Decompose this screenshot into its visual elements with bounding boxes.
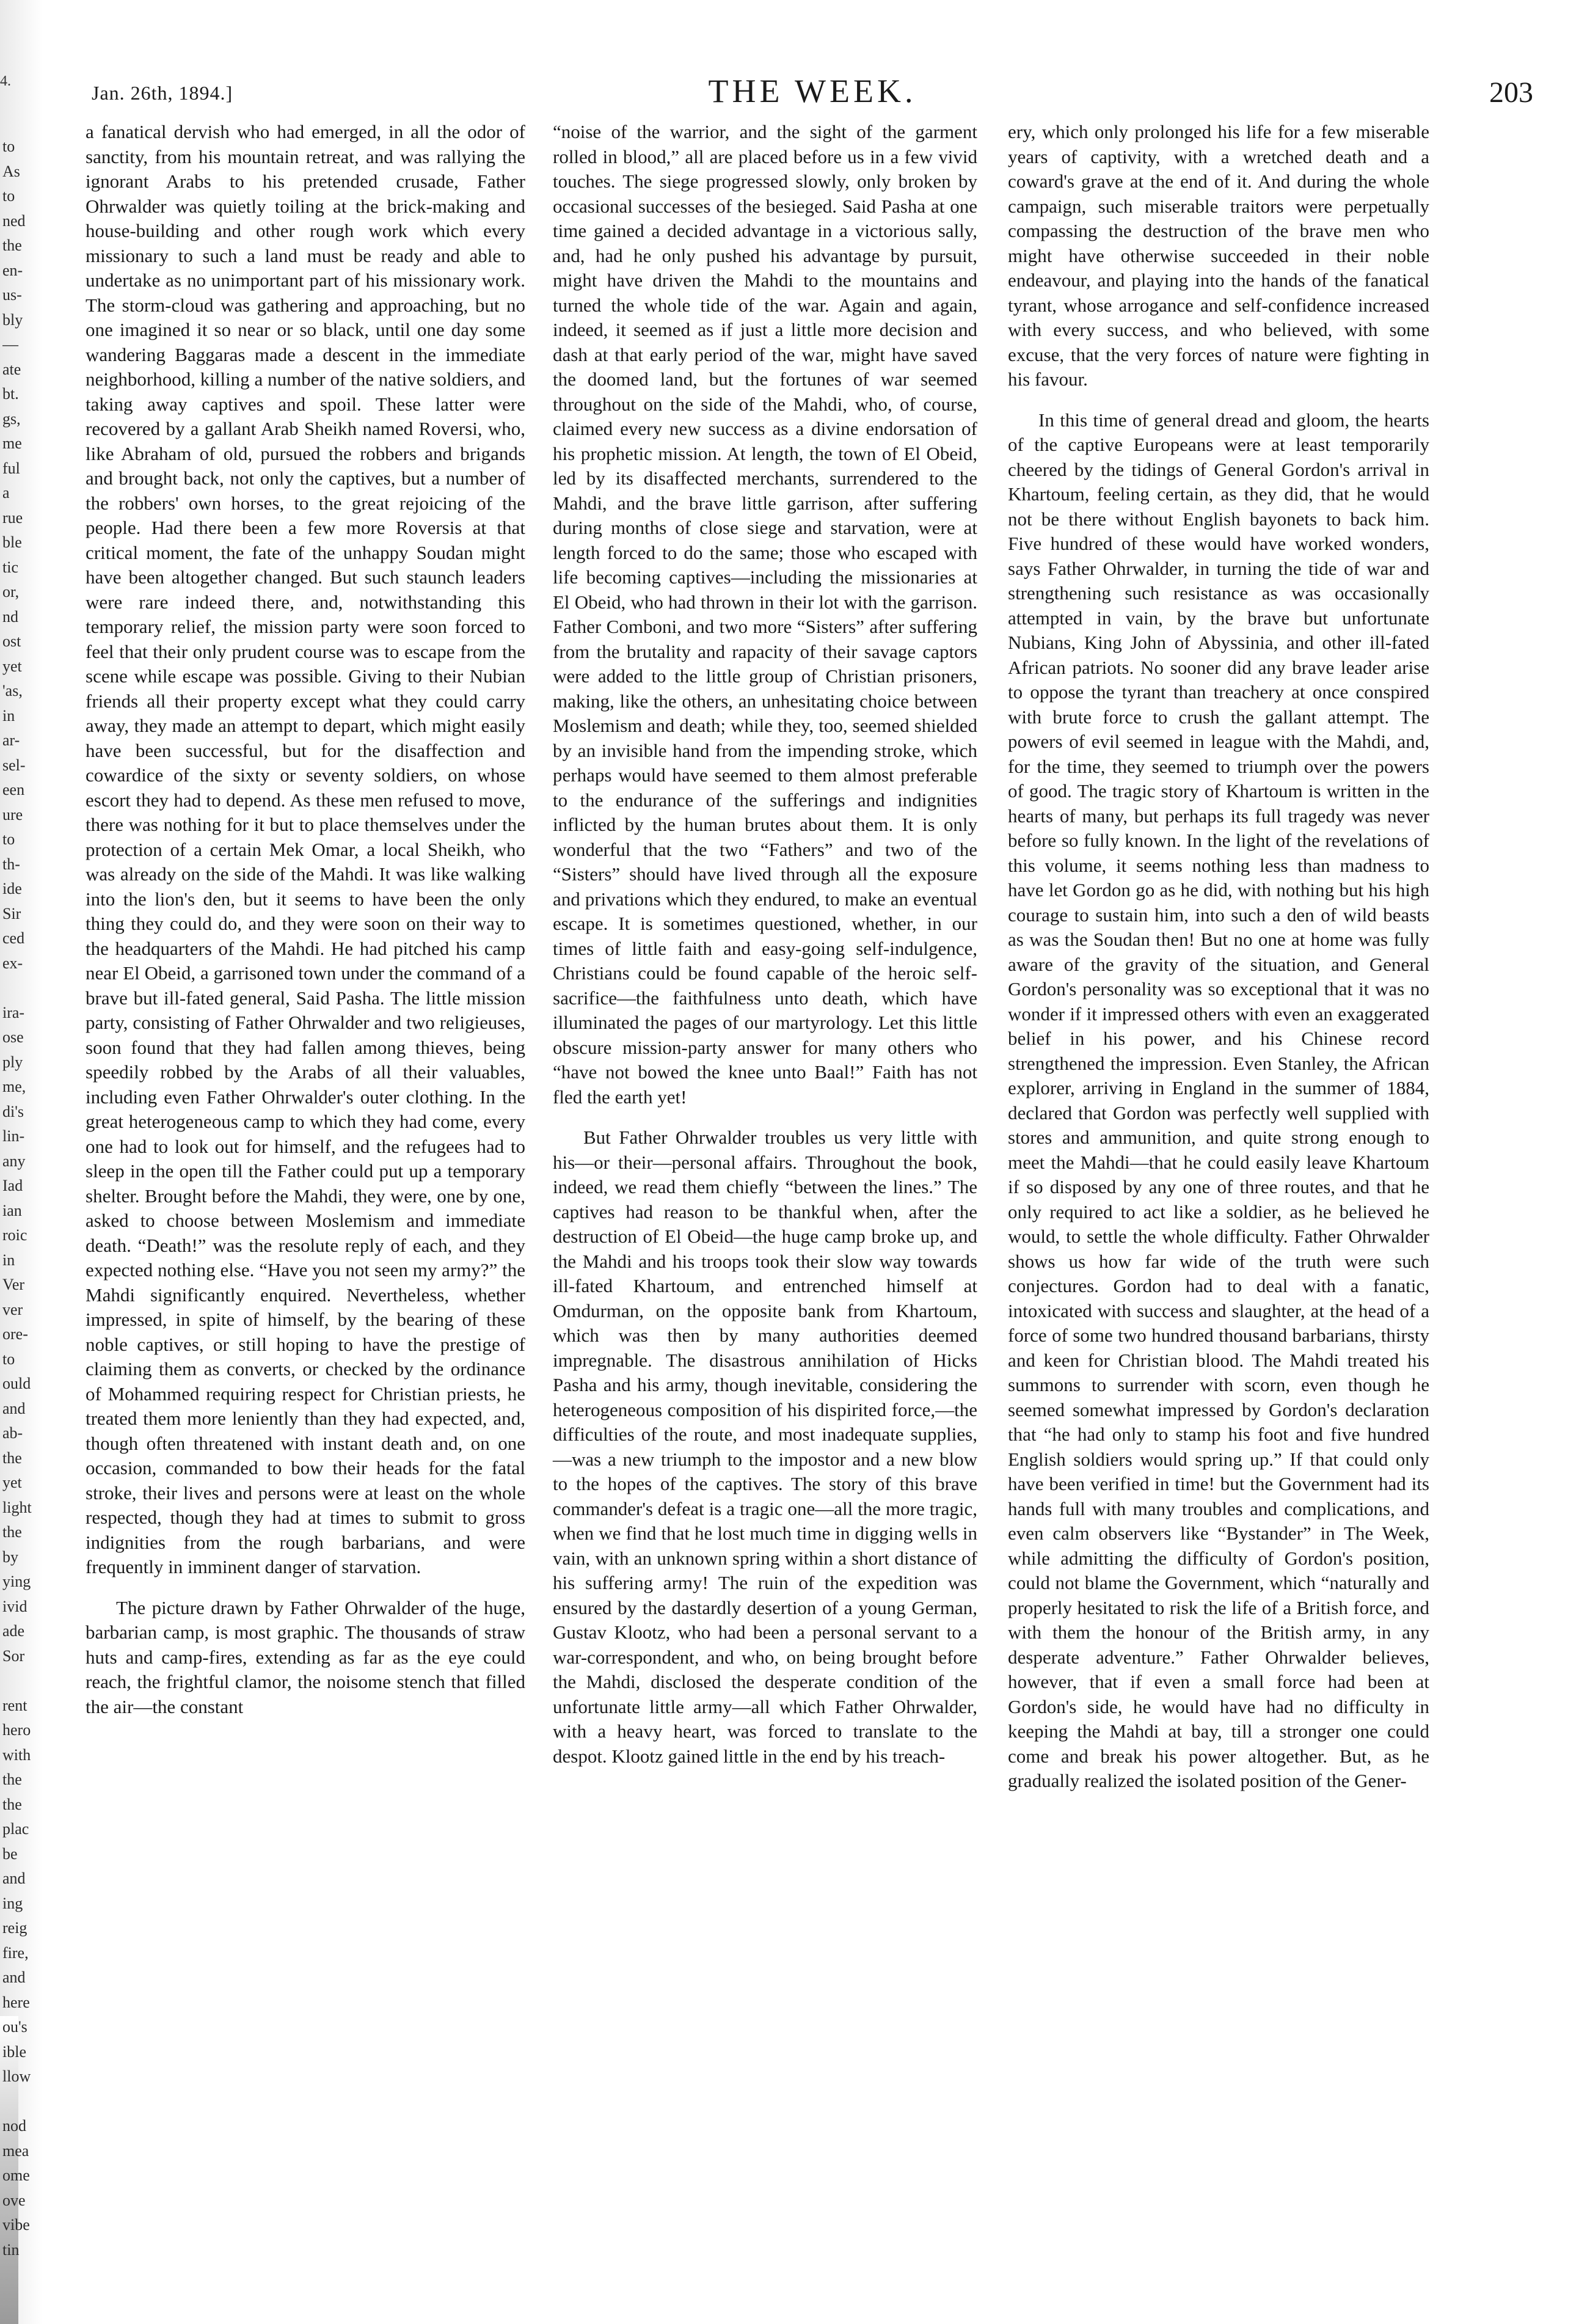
paragraph: But Father Ohrwalder troubles us very little with his—or their—personal affairs. Throughout the book, indeed, we read them chiefly “between the lines.” The captives had reason to be thankful when, after the destruction of El Obeid—the huge camp broke up, and the Mahdi and his troops took their slow way towards ill-fated Khartoum, and entrenched himself at Omdurman, on the opposite bank from Khartoum, which was then by many authorities deemed impregnable. The disastrous annihilation of Hicks Pasha and his army, though inevitable, considering the heterogeneous composition of his dispirited force,—the difficulties of the route, and most inadequate supplies,—was a new triumph to the impostor and a new blow to the hopes of the captives. The story of this brave commander's defeat is a tragic one—all the more tragic, when we find that he lost much time in digging wells in vain, with an unknown spring within a short distance of his suffering army! The ruin of the expedition was ensured by the dastardly desertion of a young German, Gustav Klootz, who had been a personal servant to a war-correspondent, and who, on being brought before the Mahdi, disclosed the desperate condition of the unfortunate little army—all which Father Ohrwalder, with a heavy heart, was forced to translate to the despot. Klootz gained little in the end by his treach- — [553, 1127, 977, 1767]
margin-fragment: the — [2, 1523, 22, 1541]
margin-fragment: ould — [2, 1375, 31, 1392]
margin-fragment: ply — [2, 1053, 23, 1071]
margin-fragment: ar- — [2, 731, 20, 749]
margin-fragment: ned — [2, 211, 26, 230]
margin-fragment: reig — [2, 1919, 27, 1937]
margin-fragment — [2, 1668, 42, 1694]
margin-fragment: to — [2, 830, 15, 848]
margin-fragment: rue — [2, 508, 23, 527]
margin-fragment: yet — [2, 657, 22, 675]
margin-fragment: sel- — [2, 756, 26, 774]
margin-fragment: ivid — [2, 1597, 27, 1615]
running-header — [92, 72, 1533, 109]
margin-fragment: in — [2, 1251, 15, 1269]
margin-fragment: een — [2, 781, 25, 798]
margin-fragment: Iad — [2, 1177, 23, 1194]
margin-fragment: here — [2, 1993, 30, 2011]
margin-fragment: di's — [2, 1102, 24, 1120]
margin-fragment: ira- — [2, 1003, 25, 1021]
paragraph: a fanatical dervish who had emerged, in all the odor of sanctity, from his mountain retreat, and was rallying the ignorant Arabs to his pretended crusade, Father Ohrwalder was quietly toiling at the brick-making and house-building and other rough work which every missionary to such a land must be ready and able to undertake as no unimportant part of his missionary work. The storm-cloud was gathering and approaching, but no one imagined it so near or so black, until one day some wandering Baggaras made a descent in the immediate neighborhood, killing a number of the native soldiers, and taking away captives and spoil. These latter were recovered by a gallant Arab Sheikh named Roversi, who, like Abraham of old, pursued the robbers and brigands and brought back, not only the captives, but a number of the robbers' own horses, to the great rejoicing of the people. Had there been a few more Roversis at that critical moment, the fate of the unhappy Soudan might have been altogether changed. But such staunch leaders were rare indeed there, and, notwithstanding this temporary relief, the mission party were soon forced to feel that their only prudent course was to escape from the scene while escape was possible. Giving to their Nubian friends all their property except what they could carry away, they made an attempt to depart, which might easily have been successful, but for the disaffection and cowardice of the sixty or seventy soldiers, on whose escort they had to depend. As these men refused to move, there was nothing for it but to place themselves under the protection of a certain Mek Omar, a local Sheikh, who was already on the side of the Mahdi. It was like walking into the lion's den, but it seems to have been the only thing they could do, and they were soon on their way to the headquarters of the Mahdi. He had pitched his camp near El Obeid, a garrisoned town under the command of a brave but ill-fated general, Said Pasha. The little mission party, consisting of Father Ohrwalder and two religieuses, soon found that they had fallen among thieves, being speedily robbed by the Arabs of all their valuables, including even Father Ohrwalder's outer clothing. In the great heterogeneous camp to which they had come, every one had to look out for himself, and the refugees had to sleep in the open till the Father could put up a temporary shelter. Brought before the Mahdi, they were, one by one, asked to choose between Moslemism and immediate death. “Death!” was the resolute reply of each, and they expected nothing else. “Have you not seen my army?” the Mahdi significantly enquired. Nevertheless, whether impressed, in spite of himself, by the bearing of these noble captives, or still hoping to have the prestige of claiming them as converts, or checked by the ordinance of Mohammed requiring respect for Christian priests, he treated them more leniently than they had expected, and, though often threatened with instant death and, on one occasion, commanded to bow their heads for the fatal stroke, their lives and persons were at least on the whole respected, though they had at times to submit to gross indignities from the rough barbarians, and were frequently in imminent danger of starvation. — [86, 121, 525, 1577]
margin-fragment: Sor — [2, 1646, 25, 1665]
margin-fragment: and — [2, 1399, 26, 1417]
margin-fragment: and — [2, 1869, 26, 1887]
margin-fragment: ure — [2, 805, 23, 824]
margin-fragment: ate — [2, 360, 21, 378]
margin-fragment: tic — [2, 558, 18, 576]
margin-fragment: th- — [2, 855, 20, 873]
margin-fragment: lin- — [2, 1127, 25, 1145]
margin-fragment: yet — [2, 1474, 22, 1491]
margin-fragment: or, — [2, 583, 20, 601]
text-column-2 — [553, 120, 977, 1785]
margin-fragment: nod — [2, 2117, 26, 2135]
text-column-3 — [1008, 120, 1429, 1810]
margin-fragment: As — [2, 162, 20, 180]
margin-fragment: us- — [2, 286, 22, 304]
text-column-1 — [86, 120, 525, 1735]
previous-page-text-fragments — [2, 134, 42, 2262]
margin-fragment: bt. — [2, 385, 19, 403]
margin-fragment: fire, — [2, 1943, 29, 1962]
margin-fragment: mea — [2, 2141, 29, 2160]
margin-fragment: any — [2, 1152, 26, 1170]
publication-title: THE WEEK. — [708, 73, 917, 109]
margin-fragment: ade — [2, 1622, 25, 1640]
margin-fragment: — — [2, 335, 18, 353]
margin-fragment: the — [2, 1770, 22, 1788]
paragraph: ery, which only prolonged his life for a few miserable years of captivity, with a wretched death and a coward's grave at the end of it. And during the whole campaign, such miserable traitors were perpetually compassing the destruction of the brave men who might have otherwise succeeded in their noble endeavour, and playing into the hands of the fanatical tyrant, whose arrogance and self-confidence increased with every success, and who believed, with some excuse, that the very forces of nature were fighting in his favour. — [1008, 121, 1429, 390]
margin-fragment: the — [2, 1795, 22, 1813]
margin-fragment: tin — [2, 2240, 20, 2259]
margin-fragment: the — [2, 236, 22, 254]
margin-fragment: in — [2, 706, 15, 725]
margin-fragment: ost — [2, 632, 21, 650]
margin-fragment: roic — [2, 1226, 27, 1244]
margin-fragment: ide — [2, 880, 22, 897]
margin-fragment: ble — [2, 533, 22, 551]
margin-fragment: ian — [2, 1201, 22, 1219]
margin-fragment — [2, 976, 42, 1001]
margin-fragment: rent — [2, 1696, 27, 1714]
margin-fragment: a — [2, 484, 10, 502]
margin-fragment: to — [2, 137, 15, 155]
margin-fragment: ced — [2, 929, 25, 947]
margin-fragment: ible — [2, 2042, 26, 2061]
page-number: 203 — [1489, 76, 1533, 109]
margin-fragment: be — [2, 1844, 18, 1863]
paragraph: The picture drawn by Father Ohrwalder of the huge, barbarian camp, is most graphic. The thousands of straw huts and camp-fires, extending as far as the eye could reach, the frightful clamor, the noisome stench that filled the air—the constant — [86, 1596, 525, 1717]
margin-fragment: ab- — [2, 1424, 23, 1442]
margin-fragment: plac — [2, 1820, 29, 1838]
margin-fragment: bly — [2, 310, 23, 329]
margin-fragment: 'as, — [2, 682, 23, 700]
margin-fragment — [2, 2089, 42, 2114]
margin-fragment: and — [2, 1968, 26, 1986]
margin-fragment: by — [2, 1548, 18, 1566]
margin-fragment: with — [2, 1745, 31, 1764]
margin-fragment: light — [2, 1498, 32, 1516]
margin-fragment: en- — [2, 261, 23, 279]
margin-fragment: vibe — [2, 2216, 30, 2234]
margin-fragment: ore- — [2, 1325, 28, 1343]
margin-fragment: ose — [2, 1028, 24, 1046]
previous-page-marker: 4. — [0, 73, 11, 89]
margin-fragment: me, — [2, 1078, 26, 1095]
margin-fragment: me — [2, 434, 22, 452]
margin-fragment: to — [2, 187, 15, 205]
margin-fragment: ome — [2, 2166, 30, 2184]
margin-fragment: ove — [2, 2191, 26, 2209]
margin-fragment: gs, — [2, 409, 21, 428]
issue-date: Jan. 26th, 1894.] — [92, 82, 233, 104]
margin-fragment: ing — [2, 1894, 23, 1912]
margin-fragment: llow — [2, 2067, 31, 2085]
margin-fragment: ver — [2, 1300, 23, 1318]
paragraph: “noise of the warrior, and the sight of the garment rolled in blood,” all are placed before us in a few vivid touches. The siege progressed slowly, only broken by occasional successes of the besieged. Said Pasha at one time gained a decided advantage in a victorious sally, and, had he only pushed his advantage by pursuit, might have driven the Mahdi to the mountains and turned the whole tide of the war. Again and again, indeed, it seemed as if just a little more decision and dash at that early period of the war, might have saved the doomed land, but the fortunes of war seemed throughout on the side of the Mahdi, who, of course, claimed every new success as a divine endorsation of his prophetic mission. At length, the town of El Obeid, led by its disaffected merchants, surrendered to the Mahdi, and the brave little garrison, after suffering during months of close siege and starvation, were at length forced to do the same; those who escaped with life becoming captives—including the missionaries at El Obeid, who had thrown in their lot with the garrison. Father Comboni, and two more “Sisters” after suffering from the brutality and rapacity of their savage captors were added to the little group of Christian prisoners, making, like the others, an unhesitating choice between Moslemism and death; while they, too, seemed shielded by an invisible hand from the impending stroke, which perhaps would have seemed to them almost preferable to the endurance of the sufferings and indignities inflicted by the human brutes about them. It is only wonderful that the two “Fathers” and two of the “Sisters” should have lived through all the exposure and privations which they endured, to make an eventual escape. It is sometimes questioned, whether, in our times of little faith and easy-going self-indulgence, Christians could be found capable of the heroic self-sacrifice—the faithfulness unto death, which have illuminated the pages of our martyrology. Let this little obscure mission-party answer for many others who “have not bowed the knee unto Baal!” Faith has not fled the earth yet! — [553, 121, 977, 1108]
margin-fragment: ful — [2, 459, 20, 477]
margin-fragment: ying — [2, 1573, 31, 1590]
margin-fragment: hero — [2, 1721, 31, 1739]
margin-fragment: Sir — [2, 904, 21, 923]
paragraph: In this time of general dread and gloom, the hearts of the captive Europeans were at least temporarily cheered by the tidings of General Gordon's arrival in Khartoum, feeling certain, as they did, that he would not be there without English bayonets to back him. Five hundred of these would have worked wonders, says Father Ohrwalder, in turning the tide of war and strengthening such resistance as was occasionally attempted in vain, by the brave but unfortunate Nubians, King John of Abyssinia, and other ill-fated African patriots. No sooner did any brave leader arise to oppose the tyrant than treachery at once conspired with brute force to crush the gallant attempt. The powers of evil seemed in league with the Mahdi, and, for the time, they seemed to triumph over the powers of good. The tragic story of Khartoum is written in the hearts of many, but perhaps its full tragedy was never before so fully known. In the light of the revelations of this volume, it seems nothing less than madness to have let Gordon go as he did, with nothing but his high courage to sustain him, into such a den of wild beasts as was the Soudan then! But no one at home was fully aware of the gravity of the situation, and General Gordon's personality was so exceptional that it was no wonder if it impressed others with even an exaggerated belief in his power, and his Chinese record strengthened the impression. Even Stanley, the African explorer, arriving in England in the summer of 1884, declared that Gordon was perfectly well supplied with stores and ammunition, and quite strong enough to meet the Mahdi—that he could easily leave Khartoum if so disposed by any one of three routes, and that he only required to act like a soldier, as he believed he would, to settle the whole difficulty. Father Ohrwalder shows us how far wide of the truth were such conjectures. Gordon had to deal with a fanatic, intoxicated with success and slaughter, at the head of a force of some two hundred thousand barbarians, thirsty and keen for Christian blood. The Mahdi treated his summons to surrender with scorn, even though he seemed somewhat impressed by Gordon's declaration that “he had only to stamp his foot and five hundred English soldiers would spring up.” If that could only have been verified in time! but the Government had its hands full with many troubles and complications, and even calm observers like “Bystander” in The Week, while admitting the difficulty of Gordon's position, could not blame the Government, which “naturally and properly hesitated to risk the life of a British force, and with them the honour of the British army, in any desperate adventure.” Father Ohrwalder believes, however, that if even a small force had been at Gordon's side, he would have had no difficulty in keeping the Mahdi at bay, till a stronger one could come and break his power altogether. But, as he gradually realized the isolated position of the Gener- — [1008, 409, 1429, 1791]
margin-fragment: to — [2, 1350, 15, 1368]
margin-fragment: ex- — [2, 954, 23, 972]
margin-fragment: Ver — [2, 1276, 25, 1293]
margin-fragment: nd — [2, 607, 18, 626]
margin-fragment: ou's — [2, 2018, 27, 2036]
margin-fragment: the — [2, 1449, 22, 1467]
